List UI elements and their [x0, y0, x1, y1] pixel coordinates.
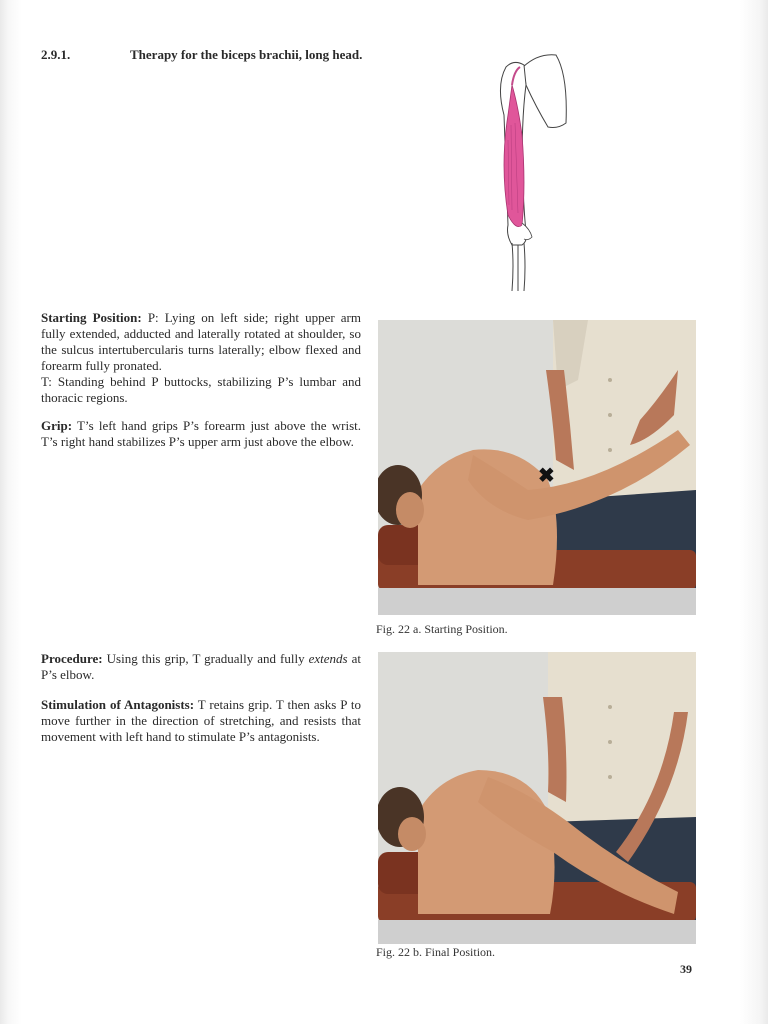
procedure-body: Using this grip, T gradually and fully: [102, 651, 309, 666]
pressure-marker: ✖: [538, 465, 555, 487]
procedure-text: [41, 651, 361, 683]
procedure-emphasis: extends: [308, 651, 348, 666]
figure-22a-photo: [378, 320, 696, 615]
section-title: Therapy for the biceps brachii, long head.: [130, 47, 363, 62]
therapist-position-line: T: Standing behind P buttocks, stabilizing P’s lumbar and thoracic regions.: [41, 374, 361, 405]
starting-position-body: P: Lying on left side; right upper arm fully extended, adducted and laterally rotated at shoulder, so the sulcus intertubercularis turns laterally; elbow flexed and forearm fully pronated.: [41, 310, 361, 373]
stimulation-body: T retains grip. T then asks P to move further in the direction of stretching, and resists that movement with left hand to stimulate P’s antagonists.: [41, 697, 361, 744]
figure-22b-caption: Fig. 22 b. Final Position.: [376, 945, 496, 959]
grip-body: T’s left hand grips P’s forearm just above the wrist. T’s right hand stabilizes P’s upper arm just above the elbow.: [41, 418, 361, 449]
page-number: 39: [680, 962, 692, 976]
procedure-label: Procedure:: [41, 651, 103, 666]
biceps-illustration: [478, 45, 578, 295]
starting-position-text: [41, 310, 361, 406]
section-number: 2.9.1.: [41, 47, 71, 62]
stimulation-text: [41, 697, 361, 745]
stimulation-label: Stimulation of Antagonists:: [41, 697, 195, 712]
starting-position-label: Starting Position:: [41, 310, 142, 325]
grip-label: Grip:: [41, 418, 73, 433]
procedure-body-end: at P’s elbow.: [41, 651, 361, 682]
figure-22a-caption: Fig. 22 a. Starting Position.: [376, 622, 508, 636]
grip-text: [41, 418, 361, 450]
figure-22b-photo: [378, 652, 696, 944]
